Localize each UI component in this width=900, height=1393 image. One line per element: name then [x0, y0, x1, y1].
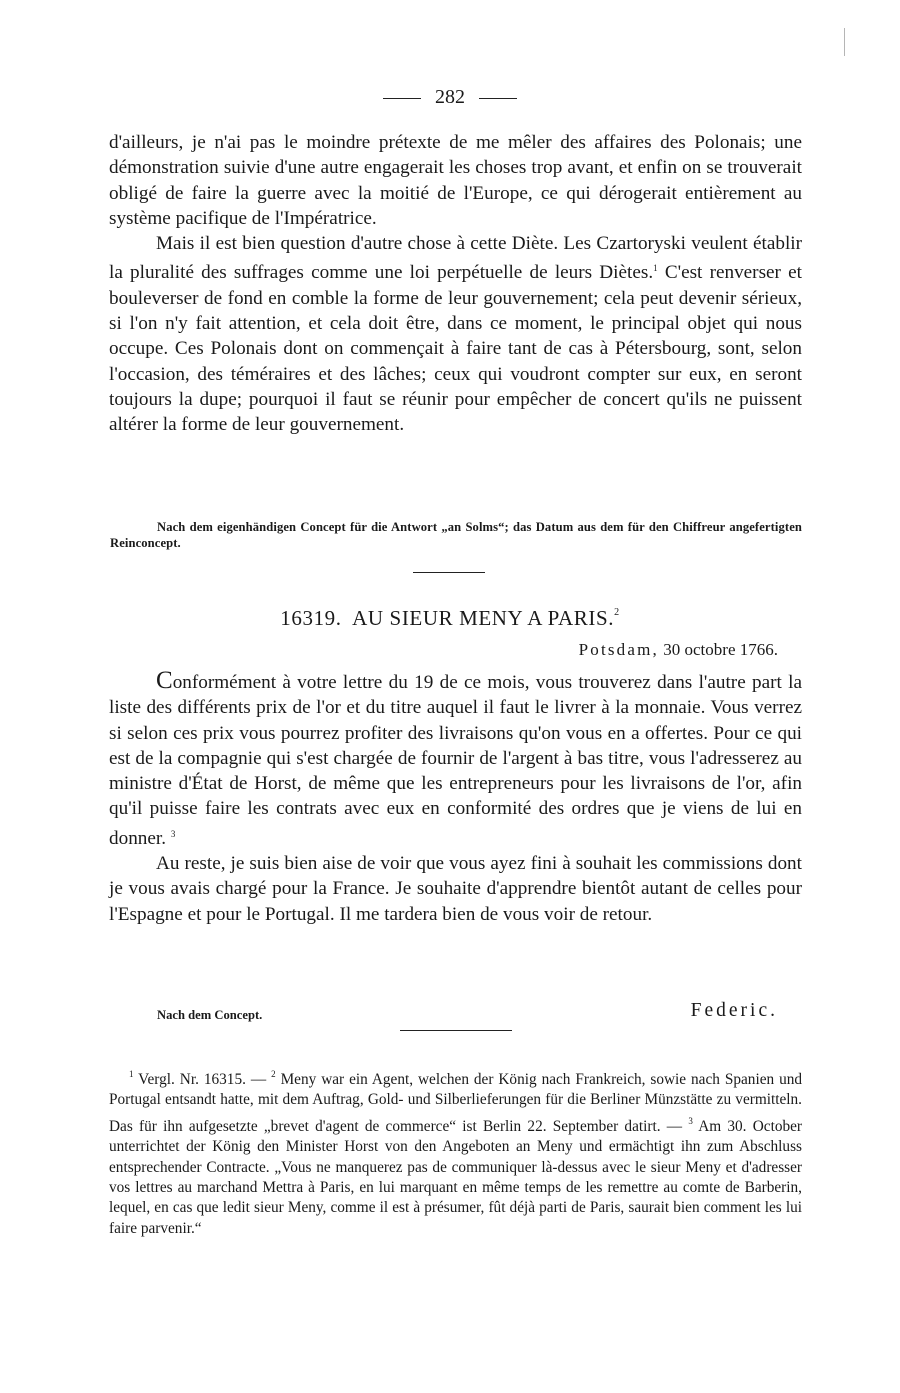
letter-date: 30 octobre 1766.	[663, 640, 778, 659]
letter-place: Potsdam,	[578, 640, 660, 659]
paragraph	[109, 231, 802, 437]
signature: Federic.	[690, 1000, 778, 1021]
source-note: Nach dem Concept.	[157, 1008, 263, 1022]
footnotes	[109, 1064, 802, 1239]
page-header	[0, 86, 900, 109]
letter-continuation	[109, 130, 802, 438]
footnote-ref: 2	[614, 607, 620, 618]
letter-heading: AU SIEUR MENY A PARIS.	[352, 606, 615, 630]
letter-dateline	[579, 640, 778, 660]
footnote-mark: 3	[688, 1115, 693, 1126]
letter-title	[0, 606, 900, 631]
footnote-mark: 1	[129, 1069, 134, 1079]
paragraph: d'ailleurs, je n'ai pas le moindre prétexte de me mêler des affaires des Polonais; une démonstration suivie d'une autre engagerait les choses trop avant, et enfin on se trouverait obligé de faire la guerre avec la moitié de l'Europe, ce qui dérogerait entièrement au système pacifique de l'Impératrice.	[109, 132, 802, 229]
footnote-mark: 2	[271, 1069, 276, 1079]
section-divider	[413, 572, 485, 573]
footnote-text: Am 30. October unterrichtet der König den Minister Horst von den Angeboten an Meny und ermächtigt ihn zum Abschluss entsprechender Contracte. „Vous ne manquerez pas de communiquer là-dessus avec le sieur Meny et d'adresser vos lettres au marchand Mettra à Paris, en lui marquant en même temps de les remettre au comte de Barberin, lequel, en cas que ledit sieur Meny, comme il est à présumer, fût déjà parti de Paris, saurait bien comment les lui faire parvenir.“	[109, 1117, 802, 1237]
paragraph	[109, 668, 802, 851]
page-number: 282	[435, 86, 465, 108]
source-note-text: Nach dem eigenhändigen Concept für die Antwort „an Solms“; das Datum aus dem für den Chiffreur angefertigten Reinconcept.	[110, 520, 802, 550]
paragraph-text: Mais il est bien question d'autre chose à cette Diète. Les Czartoryski veulent établir la pluralité des suffrages comme une loi perpétuelle de leurs Diètes.	[109, 233, 802, 284]
paragraph-text: onformément à votre lettre du 19 de ce mois, vous trouverez dans l'autre part la liste des différents prix de l'or et du titre auquel il faut le livrer à la monnaie. Vous verrez si selon ces prix vous pourrez profiter des livraisons qu'on vous en a offertes. Pour ce qui est de la compagnie qui s'est chargée de fournir de l'argent à bas titre, vous l'adresserez au ministre d'État de Horst, de même que les entrepreneurs pour les livraisons de l'or, afin qu'il puisse faire les contrats avec eux en conformité des ordres que je viens de lui en donner.	[109, 672, 802, 849]
initial-letter: C	[156, 667, 173, 694]
footnote-divider	[400, 1030, 512, 1031]
letter-number: 16319.	[280, 606, 342, 630]
header-dash-right	[479, 98, 517, 99]
source-note	[110, 519, 802, 551]
footnote-ref: 3	[170, 828, 176, 839]
footnote-block	[109, 1064, 802, 1239]
letter-body	[109, 668, 802, 927]
scan-edge-mark	[844, 28, 845, 56]
paragraph: Au reste, je suis bien aise de voir que vous ayez fini à souhait les commissions dont je vous avais chargé pour la France. Je souhaite d'apprendre bientôt autant de celles pour l'Espagne et pour le Portugal. Il me tardera bien de vous voir de retour.	[109, 853, 802, 925]
paragraph-text: C'est renverser et bouleverser de fond en comble la forme de leur gouvernement; cela peut devenir sérieux, si l'on n'y fait attention, et cela doit être, dans ce moment, le principal objet qui nous occupe. Ces Polonais dont on commençait à faire tant de cas à Pétersbourg, sont, selon l'occasion, des téméraires et des lâches; ceux qui voudront compter sur eux, en seront toujours la dupe; pourquoi il faut se réunir pour empêcher de concert qu'ils ne puissent altérer la forme de leur gouvernement.	[109, 262, 802, 436]
header-dash-left	[383, 98, 421, 99]
footnote-text: Vergl. Nr. 16315. —	[138, 1071, 267, 1088]
footnote-text: Meny war ein Agent, welchen der König nach Frankreich, sowie nach Spanien und Portugal entsandt hatte, mit dem Auftrag, Gold- und Silberlieferungen für die Berliner Münzstätte zu vermitteln. Das für ihn aufgesetzte „brevet d'agent de commerce“ ist Berlin 22. September datirt. —	[109, 1071, 803, 1135]
footnote-ref: 1	[653, 263, 658, 274]
